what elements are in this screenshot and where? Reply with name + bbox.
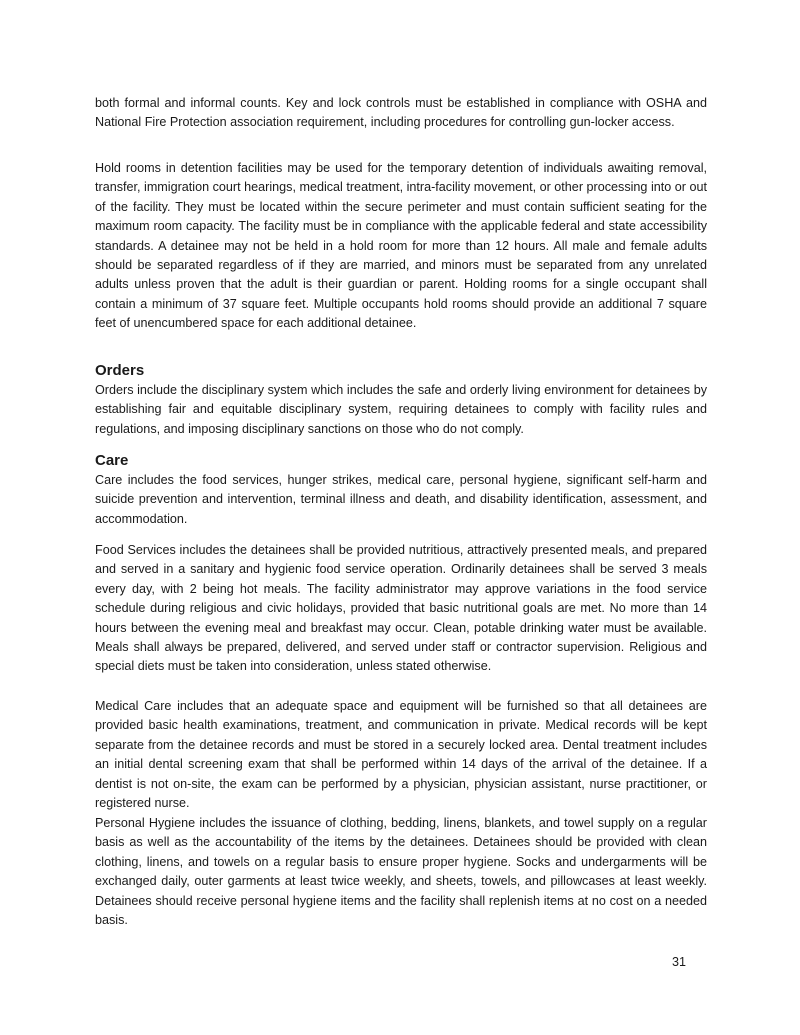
page-number: 31 <box>672 955 687 969</box>
paragraph-hold-rooms: Hold rooms in detention facilities may be used for the temporary detention of individuals awaiting removal, transfer, immigration court hearings, medical treatment, intra-facility movement, or other processing into or out of the facility. They must be located within the secure perimeter and must contain sufficient seating for the maximum room capacity. The facility must be in compliance with the applicable federal and state accessibility standards. A detainee may not be held in a hold room for more than 12 hours. All male and female adults should be separated regardless of if they are married, and minors must be separated from any unrelated adults unless proven that the adult is their guardian or parent. Holding rooms for a single occupant shall contain a minimum of 37 square feet. Multiple occupants hold rooms should provide an additional 7 square feet of unencumbered space for each additional detainee. <box>95 161 707 331</box>
section-heading-care: Care <box>95 452 129 469</box>
paragraph-care: Care includes the food services, hunger strikes, medical care, personal hygiene, significant self-harm and suicide prevention and intervention, terminal illness and death, and disability identification, assessment, and accommodation. <box>95 473 707 526</box>
paragraph-key-lock-controls: both formal and informal counts. Key and lock controls must be established in compliance with OSHA and National Fire Protection association requirement, including procedures for controlling gun-locker access. <box>95 96 707 130</box>
paragraph-personal-hygiene: Personal Hygiene includes the issuance of clothing, bedding, linens, blankets, and towel supply on a regular basis as well as the accountability of the items by the detainees. Detainees should be provided with clean clothing, linens, and towels on a regular basis to ensure proper hygiene. Socks and undergarments will be exchanged daily, outer garments at least twice weekly, and sheets, towels, and pillowcases at least weekly. Detainees should receive personal hygiene items and the facility shall replenish items at no cost on a needed basis. <box>95 816 707 928</box>
paragraph-orders: Orders include the disciplinary system which includes the safe and orderly living environment for detainees by establishing fair and equitable disciplinary system, requiring detainees to comply with facility rules and regulations, and imposing disciplinary sanctions on those who do not comply. <box>95 383 707 436</box>
paragraph-food-services: Food Services includes the detainees shall be provided nutritious, attractively presented meals, and prepared and served in a sanitary and hygienic food service operation. Ordinarily detainees shall be served 3 meals every day, with 2 being hot meals. The facility administrator may approve variations in the food service schedule during religious and civic holidays, provided that basic nutritional goals are met. No more than 14 hours between the evening meal and breakfast may occur. Clean, potable drinking water must be available. Meals shall always be prepared, delivered, and served under staff or contractor supervision. Religious and special diets must be taken into consideration, unless stated otherwise. <box>95 543 707 674</box>
paragraph-medical-care: Medical Care includes that an adequate space and equipment will be furnished so that all detainees are provided basic health examinations, treatment, and communication in private. Medical records will be kept separate from the detainee records and must be stored in a securely locked area. Dental treatment includes an initial dental screening exam that shall be performed within 14 days of the arrival of the detainee. If a dentist is not on-site, the exam can be performed by a physician, physician assistant, nurse practitioner, or registered nurse. <box>95 699 707 811</box>
section-heading-orders: Orders <box>95 362 145 379</box>
